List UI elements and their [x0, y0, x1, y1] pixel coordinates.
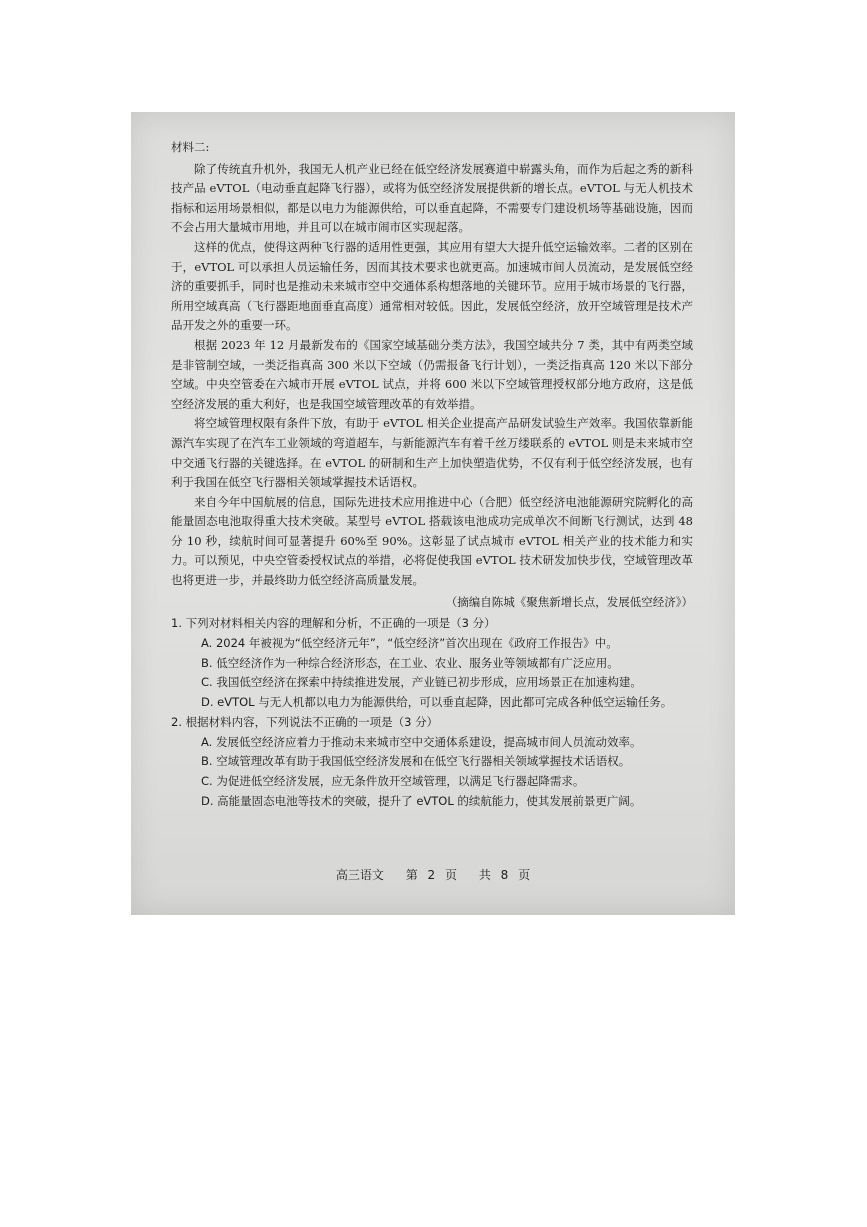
paragraph: 除了传统直升机外，我国无人机产业已经在低空经济发展赛道中崭露头角，而作为后起之秀的新科技产品 eVTOL（电动垂直起降飞行器），或将为低空经济发展提供新的增长点。eVTOL 与无人机技术指标和运用场景相似，都是以电力为能源供给，可以垂直起降，不需要专门建设机场等基础设施，因而不会占用大量城市用地，并且可以在城市闹市区实现起落。	[171, 161, 693, 235]
footer-total-pages: 共 8 页	[478, 868, 531, 882]
paragraph: 根据 2023 年 12 月最新发布的《国家空域基础分类方法》，我国空域共分 7 类，其中有两类空域是非管制空域，一类泛指真高 300 米以下空域（仍需报备飞行计划），一类泛指真高 120 米以下部分空域。中央空管委在六城市开展 eVTOL 试点，并将 600 米以下空域管理授权部分地方政府，这是低空经济发展的重大利好，也是我国空域管理改革的有效举措。	[171, 337, 693, 411]
question-2-option-c: C. 为促进低空经济发展，应无条件放开空域管理，以满足飞行器起降需求。	[201, 774, 585, 789]
footer-subject: 高三语文	[335, 868, 384, 882]
question-1-option-b: B. 低空经济作为一种综合经济形态，在工业、农业、服务业等领域都有广泛应用。	[201, 655, 619, 670]
question-2-stem: 2. 根据材料内容，下列说法不正确的一项是（3 分）	[171, 715, 439, 730]
paragraph: 将空域管理权限有条件下放，有助于 eVTOL 相关企业提高产品研发试验生产效率。我国依靠新能源汽车实现了在汽车工业领域的弯道超车，与新能源汽车有着千丝万缕联系的 eVTOL 则是未来城市空中交通飞行器的关键选择。在 eVTOL 的研制和生产上加快塑造优势，不仅有利于低空经济发展，也有利于我国在低空飞行器相关领域掌握技术话语权。	[171, 416, 693, 490]
question-1-option-a: A. 2024 年被视为“低空经济元年”，“低空经济”首次出现在《政府工作报告》中。	[201, 635, 618, 650]
paragraph: 来自今年中国航展的信息，国际先进技术应用推进中心（合肥）低空经济电池能源研究院孵化的高能量固态电池取得重大技术突破。某型号 eVTOL 搭载该电池成功完成单次不间断飞行测试，达到 48 分 10 秒，续航时间可显著提升 60%至 90%。这彰显了试点城市 eVTOL 相关产业的技术能力和实力。可以预见，中央空管委授权试点的举措，必将促使我国 eVTOL 技术研发加快步伐，空域管理改革也将更进一步，并最终助力低空经济高质量发展。	[171, 494, 693, 588]
question-1-option-d: D. eVTOL 与无人机都以电力为能源供给，可以垂直起降，因此都可完成各种低空运输任务。	[201, 695, 673, 710]
question-1-stem: 1. 下列对材料相关内容的理解和分析，不正确的一项是（3 分）	[171, 616, 496, 631]
question-2-option-d: D. 高能量固态电池等技术的突破，提升了 eVTOL 的续航能力，使其发展前景更广阔。	[201, 794, 642, 809]
question-2-option-a: A. 发展低空经济应着力于推动未来城市空中交通体系建设，提高城市间人员流动效率。	[201, 734, 642, 749]
material-label: 材料二:	[171, 140, 210, 154]
question-1-option-c: C. 我国低空经济在探索中持续推进发展，产业链已初步形成，应用场景正在加速构建。	[201, 675, 642, 690]
footer-page-number: 第 2 页	[405, 868, 457, 882]
exam-sheet	[171, 138, 693, 812]
source-citation: （摘编自陈城《聚焦新增长点，发展低空经济》）	[445, 594, 693, 609]
exam-page-photo	[131, 112, 735, 915]
page-footer	[131, 866, 735, 883]
question-2-option-b: B. 空域管理改革有助于我国低空经济发展和在低空飞行器相关领域掌握技术话语权。	[201, 754, 631, 769]
paragraph: 这样的优点，使得这两种飞行器的适用性更强，其应用有望大大提升低空运输效率。二者的区别在于，eVTOL 可以承担人员运输任务，因而其技术要求也就更高。加速城市间人员流动，是发展低空经济的重要抓手，同时也是推动未来城市空中交通体系构想落地的关键环节。应用于城市场景的飞行器，所用空域真高（飞行器距地面垂直高度）通常相对较低。因此，发展低空经济，放开空域管理是技术产品开发之外的重要一环。	[171, 239, 693, 333]
